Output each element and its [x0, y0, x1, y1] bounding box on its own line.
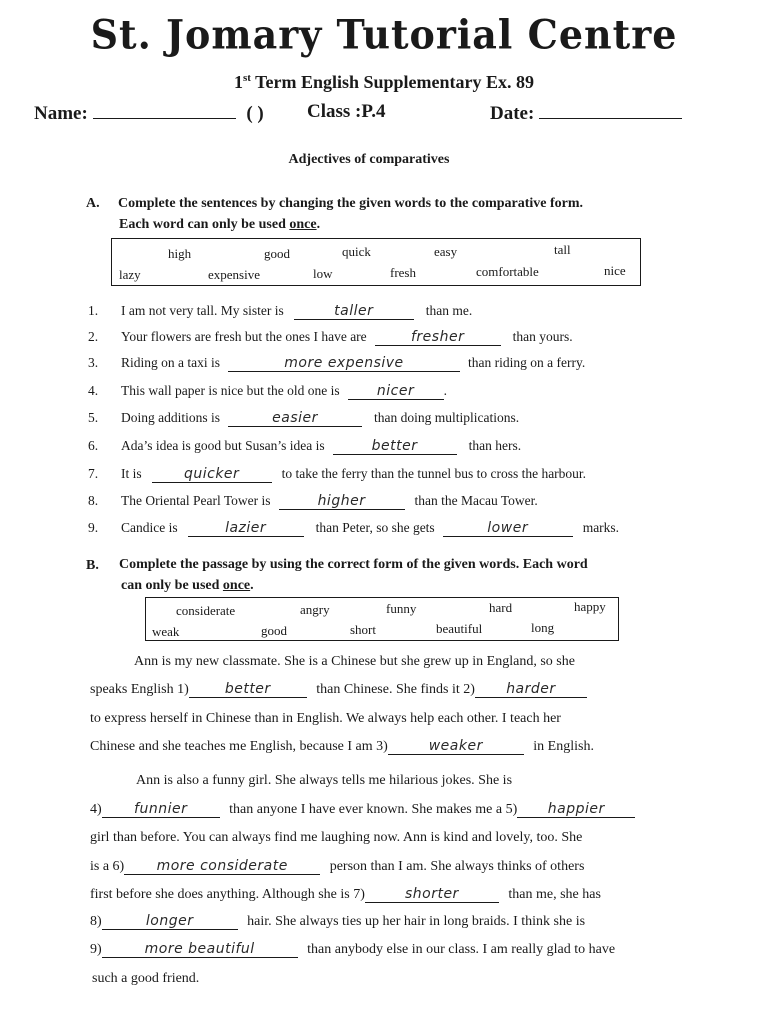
passage-text: 9) [90, 942, 102, 957]
answer-field[interactable]: nicer [348, 384, 444, 400]
word-bank-b-item: angry [300, 602, 330, 617]
question-text: Your flowers are fresh but the ones I have are [121, 329, 367, 344]
answer-field[interactable]: lower [443, 521, 573, 537]
question-text: The Oriental Pearl Tower is [121, 493, 271, 508]
question-number: 5. [88, 410, 99, 425]
question-text-after: . [443, 383, 447, 398]
word-bank-a-item: high [168, 246, 192, 261]
word-bank-b-item: beautiful [436, 621, 483, 636]
passage-line [90, 887, 601, 903]
word-bank-a-item: lazy [119, 267, 141, 282]
section-b-instruction-period: . [250, 578, 254, 593]
word-bank-b-item: weak [152, 624, 180, 639]
passage-line [90, 914, 585, 930]
question-number: 6. [88, 438, 99, 453]
question-text-after: marks. [582, 520, 620, 535]
passage-answer-1[interactable]: better [189, 682, 307, 698]
class-number-field[interactable]: ( ) [246, 103, 264, 124]
question-row [88, 492, 538, 510]
exercise-ordinal: 1 [233, 72, 243, 92]
word-bank-a-item: quick [342, 244, 371, 259]
word-bank-b-item: hard [489, 600, 513, 615]
question-number: 7. [88, 466, 99, 481]
passage-text: than anybody else in our class. I am really glad to have [307, 942, 616, 957]
word-bank-a-item: good [264, 246, 290, 261]
section-a-word-bank [111, 238, 641, 286]
word-bank-a-item: low [313, 266, 333, 281]
passage-answer-9[interactable]: more beautiful [102, 942, 298, 958]
passage-line [90, 739, 594, 755]
passage-answer-8[interactable]: longer [102, 914, 238, 930]
word-bank-b-item: considerate [176, 603, 236, 618]
passage-answer-6[interactable]: more considerate [124, 859, 320, 875]
date-label: Date: [490, 103, 535, 124]
question-number: 4. [88, 383, 99, 398]
question-text-after: than the Macau Tower. [414, 493, 538, 508]
school-title: St. Jomary Tutorial Centre [90, 10, 678, 59]
passage-answer-5[interactable]: happier [517, 802, 635, 818]
section-a-instruction-line1: Complete the sentences by changing the given words to the comparative form. [118, 196, 584, 211]
passage-line [90, 859, 584, 875]
section-a-instruction-text: Each word can only be used [119, 217, 290, 232]
exercise-name: Term English Supplementary Ex. 89 [250, 72, 534, 92]
exercise-title [0, 72, 768, 93]
exercise-ordinal-suffix: st [242, 72, 251, 84]
question-text-after: than Peter, so she gets [315, 520, 435, 535]
passage-text: than anyone I have ever known. She makes me a 5) [229, 802, 518, 817]
question-text-after: than me. [425, 303, 473, 318]
word-bank-a-item: tall [554, 242, 571, 257]
passage-text: is a 6) [90, 859, 125, 874]
class-label: Class :P.4 [307, 101, 386, 122]
word-bank-b-item: short [350, 622, 376, 637]
name-row [34, 101, 264, 125]
answer-field[interactable]: fresher [375, 330, 501, 346]
section-b-letter: B. [86, 558, 99, 573]
question-text: Doing additions is [121, 410, 221, 425]
question-row [88, 382, 447, 400]
passage-text: Chinese and she teaches me English, because I am 3) [90, 739, 388, 754]
section-b-instruction-text: can only be used [121, 578, 223, 593]
passage-line: such a good friend. [92, 971, 200, 986]
question-text: Candice is [121, 520, 178, 535]
date-row [490, 101, 682, 125]
word-bank-b-item: happy [574, 599, 606, 614]
passage-text: hair. She always ties up her hair in long braids. I think she is [247, 914, 586, 929]
question-row [88, 302, 472, 320]
passage-text: than Chinese. She finds it 2) [316, 682, 475, 697]
passage-line: Ann is also a funny girl. She always tells me hilarious jokes. She is [136, 773, 513, 788]
word-bank-a-item: fresh [390, 265, 416, 280]
question-row [88, 409, 519, 427]
word-bank-b-item: long [531, 620, 555, 635]
topic-heading: Adjectives of comparatives [288, 152, 450, 167]
passage-text: 8) [90, 914, 102, 929]
section-a-instruction-emphasis: once [289, 217, 317, 232]
word-bank-b-item: good [261, 623, 287, 638]
passage-text: than me, she has [508, 887, 601, 902]
question-text-after: than yours. [512, 329, 573, 344]
question-text-after: than hers. [468, 438, 522, 453]
question-text-after: than riding on a ferry. [468, 355, 586, 370]
question-text: I am not very tall. My sister is [121, 303, 284, 318]
question-row [88, 354, 585, 372]
question-number: 2. [88, 329, 99, 344]
answer-field[interactable]: higher [279, 494, 405, 510]
section-b-instruction-emphasis: once [222, 578, 251, 593]
date-field[interactable] [539, 101, 682, 119]
passage-text: in English. [533, 739, 594, 754]
section-a-instruction-period: . [316, 217, 321, 232]
passage-text: first before she does anything. Although she is 7) [90, 887, 365, 902]
question-text: Riding on a taxi is [121, 355, 220, 370]
passage-answer-2[interactable]: harder [475, 682, 587, 698]
answer-field[interactable]: easier [228, 411, 362, 427]
question-text: Ada’s idea is good but Susan’s idea is [121, 438, 325, 453]
word-bank-a-item: nice [604, 263, 626, 278]
question-row [88, 519, 619, 537]
passage-answer-3[interactable]: weaker [388, 739, 524, 755]
question-text-after: to take the ferry than the tunnel bus to cross the harbour. [281, 466, 587, 481]
section-b-instruction-line2 [121, 578, 254, 594]
question-text-after: than doing multiplications. [374, 410, 520, 425]
passage-line: to express herself in Chinese than in English. We always help each other. I teach her [90, 711, 561, 726]
passage-line [90, 682, 587, 698]
section-b-instruction-line1: Complete the passage by using the correct form of the given words. Each word [119, 557, 588, 572]
passage-answer-4[interactable]: funnier [102, 802, 220, 818]
passage-line [90, 802, 635, 818]
answer-field[interactable]: lazier [188, 521, 304, 537]
answer-field[interactable]: quicker [152, 467, 272, 483]
question-text: It is [121, 466, 142, 481]
word-bank-a-item: expensive [208, 267, 260, 282]
passage-text: speaks English 1) [90, 682, 189, 697]
question-number: 8. [88, 493, 99, 508]
passage-text: person than I am. She always thinks of others [329, 859, 585, 874]
answer-field[interactable]: more expensive [228, 356, 460, 372]
question-number: 3. [88, 355, 99, 370]
name-label: Name: [34, 103, 88, 124]
passage-line [90, 942, 615, 958]
question-number: 9. [88, 520, 99, 535]
section-a-instruction-line2 [119, 217, 320, 233]
question-number: 1. [88, 303, 99, 318]
question-text: This wall paper is nice but the old one is [121, 383, 340, 398]
answer-field[interactable]: taller [294, 304, 414, 320]
passage-answer-7[interactable]: shorter [365, 887, 499, 903]
word-bank-b-item: funny [386, 601, 417, 616]
passage-text: 4) [90, 802, 102, 817]
answer-field[interactable]: better [333, 439, 457, 455]
question-row [88, 437, 521, 455]
question-row [88, 465, 586, 483]
section-b-word-bank [145, 597, 619, 641]
name-field[interactable] [93, 101, 236, 119]
word-bank-a-item: easy [434, 244, 458, 259]
question-row [88, 328, 573, 346]
passage-line: girl than before. You can always find me laughing now. Ann is kind and lovely, too. She [90, 830, 583, 845]
section-a-letter: A. [86, 196, 100, 211]
passage-line: Ann is my new classmate. She is a Chinese but she grew up in England, so she [134, 654, 575, 669]
word-bank-a-item: comfortable [476, 264, 539, 279]
